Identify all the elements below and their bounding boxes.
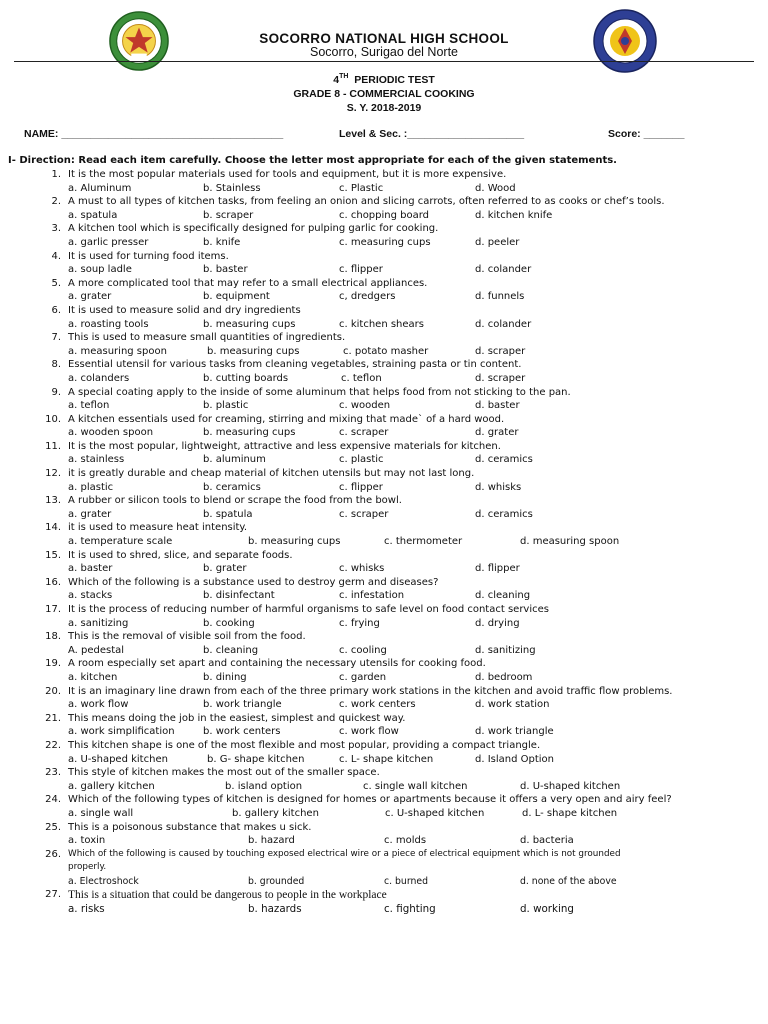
question-item [0, 521, 768, 535]
answer-choice[interactable]: c. flipper [339, 481, 383, 493]
question-text: This is used to measure small quantities of ingredients. [68, 332, 346, 344]
question-text: it is greatly durable and cheap material of kitchen utensils but may not last long. [68, 468, 475, 480]
answer-choice[interactable]: d. grater [475, 427, 519, 439]
answer-choice[interactable]: a. plastic [68, 481, 114, 493]
answer-choice[interactable]: d. flipper [475, 563, 520, 575]
test-title-number: 4 [333, 74, 340, 86]
answer-choice[interactable]: a. single wall [68, 807, 134, 819]
question-text: This is a poisonous substance that makes u sick. [68, 821, 312, 833]
answer-choices [0, 453, 768, 467]
answer-choice[interactable]: b. work triangle [203, 699, 282, 711]
question-number: 27. [45, 889, 61, 901]
answer-choices [0, 345, 768, 359]
question-number: 16. [45, 576, 61, 588]
answer-choices [0, 481, 768, 495]
answer-choice[interactable]: c. infestation [339, 590, 405, 602]
answer-choices [0, 209, 768, 223]
answer-choice[interactable]: d. bedroom [475, 671, 533, 683]
answer-choices [0, 263, 768, 277]
answer-choice[interactable]: c. kitchen shears [339, 318, 424, 330]
answer-choice[interactable]: c. burned [384, 875, 428, 887]
answer-choice[interactable]: a. grater [68, 508, 112, 520]
test-title [0, 73, 768, 86]
answer-choices [0, 372, 768, 386]
grade-subject: GRADE 8 - COMMERCIAL COOKING [293, 88, 475, 100]
answer-choice[interactable]: d. drying [475, 617, 520, 629]
question-number: 25. [45, 821, 61, 833]
answer-choice[interactable]: a. sanitizing [68, 617, 129, 629]
answer-choice[interactable]: d. ceramics [475, 508, 533, 520]
answer-choice[interactable]: c. L- shape kitchen [339, 753, 434, 765]
question-number: 7. [51, 332, 61, 344]
test-title-text: PERIODIC TEST [354, 74, 435, 86]
answer-choice[interactable]: c. work centers [339, 699, 416, 711]
question-text: This kitchen shape is one of the most flexible and most popular, providing a compact triangle. [68, 739, 541, 751]
answer-choice[interactable]: c. frying [339, 617, 380, 629]
answer-choice[interactable]: c. potato masher [343, 345, 429, 357]
answer-choice[interactable]: c. thermometer [384, 536, 463, 548]
question-item [0, 250, 768, 264]
answer-choice[interactable]: a. temperature scale [68, 536, 173, 548]
answer-choice[interactable]: c. flipper [339, 264, 383, 276]
question-text: This is the removal of visible soil from the food. [68, 631, 306, 643]
question-item [0, 848, 768, 862]
answer-choice[interactable]: b. measuring cups [248, 536, 341, 548]
question-text: It is an imaginary line drawn from each of the three primary work stations in the kitchen and avoid traffic flow problems. [68, 685, 673, 697]
answer-choices [0, 562, 768, 576]
answer-choice[interactable]: b. disinfectant [203, 590, 275, 602]
answer-choice[interactable]: a. teflon [68, 400, 110, 412]
answer-choice[interactable]: b. aluminum [203, 454, 266, 466]
question-number: 11. [45, 440, 61, 452]
score-field[interactable]: Score: _______ [608, 128, 685, 140]
question-text: This style of kitchen makes the most out of the smaller space. [68, 767, 380, 779]
question-item [0, 195, 768, 209]
answer-choice[interactable]: c. single wall kitchen [363, 780, 468, 792]
question-text: A special coating apply to the inside of some aluminum that helps food from not sticking to the pan. [68, 386, 571, 398]
answer-choice[interactable]: d. whisks [475, 481, 522, 493]
question-text: Which of the following is caused by touching exposed electrical wire or a piece of electrical equipment which is not grounded [68, 848, 621, 859]
answer-choice[interactable]: b. measuring cups [203, 318, 296, 330]
answer-choice[interactable]: a. garlic presser [68, 236, 149, 248]
question-text: It is the most popular, lightweight, attractive and less expensive materials for kitchen. [68, 440, 501, 452]
question-text: Which of the following types of kitchen is designed for homes or apartments because it offers a very open and airy feel? [68, 794, 672, 806]
direction-text: I- Direction: Read each item carefully. Choose the letter most appropriate for each of the given statements. [8, 155, 617, 166]
answer-choice[interactable]: c. measuring cups [339, 236, 431, 248]
answer-choice[interactable]: c. U-shaped kitchen [385, 807, 485, 819]
question-number: 26. [45, 848, 61, 860]
answer-choice[interactable]: b. knife [203, 236, 241, 248]
answer-choice[interactable]: d. peeler [475, 236, 520, 248]
answer-choice[interactable]: d. cleaning [475, 590, 531, 602]
question-item [0, 712, 768, 726]
answer-choice[interactable]: a. work flow [68, 699, 129, 711]
question-item [0, 168, 768, 182]
answer-choice[interactable]: c, dredgers [339, 291, 396, 303]
answer-choice[interactable]: a. toxin [68, 835, 106, 847]
answer-choices [0, 807, 768, 821]
question-item [0, 888, 768, 902]
answer-choice[interactable]: b. island option [225, 780, 303, 792]
answer-choice[interactable]: b. measuring cups [203, 427, 296, 439]
answer-choice[interactable]: b. baster [203, 264, 248, 276]
answer-choice[interactable]: b. work centers [203, 726, 281, 738]
question-text: It is the process of reducing number of harmful organisms to safe level on food contact services [68, 604, 549, 615]
question-item [0, 630, 768, 644]
answer-choice[interactable]: d. work station [475, 699, 550, 711]
answer-choice[interactable]: a. soup ladle [68, 264, 132, 276]
answer-choice[interactable]: d. Island Option [475, 753, 555, 765]
answer-choices [0, 725, 768, 739]
answer-choices [0, 834, 768, 848]
answer-choice[interactable]: c. wooden [339, 400, 391, 412]
answer-choice[interactable]: b. plastic [203, 400, 249, 412]
question-number: 13. [45, 495, 61, 507]
answer-choice[interactable]: a. risks [68, 903, 105, 916]
question-number: 6. [51, 304, 61, 316]
answer-choice[interactable]: b. grounded [248, 875, 305, 887]
question-item [0, 821, 768, 835]
answer-choice[interactable]: b. scraper [203, 209, 254, 221]
answer-choice[interactable]: a. grater [68, 291, 112, 303]
answer-choice[interactable]: d. funnels [475, 291, 525, 303]
question-text: A kitchen essentials used for creaming, stirring and mixing that made` of a hard wood. [68, 413, 505, 425]
question-number: 10. [45, 413, 61, 425]
answer-choice[interactable]: b. Stainless [203, 182, 261, 194]
answer-choices [0, 589, 768, 603]
question-text: It is used for turning food items. [68, 250, 229, 262]
question-item [0, 413, 768, 427]
answer-choice[interactable]: b. cooking [203, 617, 255, 629]
answer-choice[interactable]: b. G- shape kitchen [207, 753, 305, 765]
answer-choice[interactable]: a. wooden spoon [68, 427, 154, 439]
school-year: S. Y. 2018-2019 [346, 102, 422, 114]
answer-choices [0, 875, 768, 889]
question-text: A room especially set apart and containing the necessary utensils for cooking food. [68, 658, 486, 670]
question-number: 24. [45, 794, 61, 806]
answer-choice[interactable]: c. molds [384, 835, 427, 847]
answer-choice[interactable]: d. L- shape kitchen [522, 807, 618, 819]
question-number: 2. [51, 196, 61, 208]
question-text-continued-line: properly. [68, 862, 107, 873]
answer-choice[interactable]: d. work triangle [475, 726, 554, 738]
answer-choice[interactable]: c. scraper [339, 427, 389, 439]
question-item [0, 494, 768, 508]
question-text-continued [0, 861, 768, 875]
level-section-field[interactable]: Level & Sec. :____________________ [339, 128, 525, 140]
answer-choice[interactable]: c. plastic [339, 454, 384, 466]
answer-choice[interactable]: a. Electroshock [68, 875, 139, 887]
answer-choice[interactable]: d. sanitizing [475, 644, 536, 656]
answer-choice[interactable]: d. bacteria [520, 835, 574, 847]
answer-choice[interactable]: b. equipment [203, 291, 270, 303]
answer-choice[interactable]: d. Wood [475, 182, 516, 194]
question-number: 17. [45, 604, 61, 615]
question-text: This means doing the job in the easiest, simplest and quickest way. [68, 712, 406, 724]
answer-choices [0, 671, 768, 685]
question-text: Essential utensil for various tasks from cleaning vegetables, straining pasta or tin content. [68, 359, 522, 371]
question-item [0, 576, 768, 590]
school-address: Socorro, Surigao del Norte [310, 45, 458, 59]
question-item [0, 440, 768, 454]
question-number: 12. [45, 468, 61, 480]
answer-choices [0, 290, 768, 304]
answer-choice[interactable]: b. spatula [203, 508, 253, 520]
question-number: 1. [51, 169, 61, 180]
question-number: 5. [51, 277, 61, 289]
question-text: It is used to measure solid and dry ingredients [68, 304, 301, 316]
question-item [0, 657, 768, 671]
answer-choices [0, 698, 768, 712]
answer-choice[interactable]: b. measuring cups [207, 345, 300, 357]
answer-choice[interactable]: b. ceramics [203, 481, 261, 493]
answer-choice[interactable]: c. cooling [339, 644, 387, 656]
answer-choice[interactable]: d. scraper [475, 345, 526, 357]
question-number: 3. [51, 223, 61, 235]
question-item [0, 386, 768, 400]
answer-choice[interactable]: a. roasting tools [68, 318, 149, 330]
answer-choice[interactable]: a. colanders [68, 372, 130, 384]
question-text: it is used to measure heat intensity. [68, 522, 248, 534]
question-item [0, 739, 768, 753]
answer-choice[interactable]: a. work simplification [68, 726, 175, 738]
answer-choice[interactable]: b. cutting boards [203, 372, 289, 384]
answer-choice[interactable]: c. scraper [339, 508, 389, 520]
answer-choice[interactable]: c. garden [339, 671, 387, 683]
answer-choices [0, 535, 768, 549]
header-divider [14, 61, 754, 62]
question-text: Which of the following is a substance used to destroy germ and diseases? [68, 576, 439, 588]
answer-choice[interactable]: A. pedestal [68, 644, 125, 656]
question-list [0, 168, 768, 917]
answer-choice[interactable]: b. grater [203, 563, 247, 575]
question-text: A more complicated tool that may refer to a small electrical appliances. [68, 277, 428, 289]
question-text: This is a situation that could be dangerous to people in the workplace [68, 889, 387, 902]
answer-choice[interactable]: a. stainless [68, 454, 125, 466]
question-item [0, 467, 768, 481]
question-number: 8. [51, 359, 61, 371]
answer-choice[interactable]: a. Aluminum [68, 182, 132, 194]
question-text: A kitchen tool which is specifically designed for pulping garlic for cooking. [68, 223, 439, 235]
answer-choice[interactable]: c. fighting [384, 903, 436, 916]
answer-choice[interactable]: a. measuring spoon [68, 345, 167, 357]
question-item [0, 331, 768, 345]
answer-choice[interactable]: c. teflon [341, 372, 382, 384]
answer-choice[interactable]: c. chopping board [339, 209, 430, 221]
answer-choice[interactable]: d. scraper [475, 372, 526, 384]
answer-choice[interactable]: d. colander [475, 264, 532, 276]
question-text: It is the most popular materials used for tools and equipment, but it is more expensive. [68, 169, 507, 180]
question-item [0, 793, 768, 807]
answer-choice[interactable]: d. measuring spoon [520, 536, 620, 548]
answer-choice[interactable]: a. spatula [68, 209, 118, 221]
question-number: 15. [45, 549, 61, 561]
answer-choices [0, 780, 768, 794]
question-item [0, 304, 768, 318]
answer-choice[interactable]: b. hazards [248, 903, 302, 916]
question-item [0, 603, 768, 617]
question-item [0, 358, 768, 372]
answer-choice[interactable]: c. work flow [339, 726, 399, 738]
question-number: 4. [51, 250, 61, 262]
answer-choice[interactable]: b. hazard [248, 835, 295, 847]
answer-choices [0, 617, 768, 631]
answer-choices [0, 182, 768, 196]
name-field[interactable]: NAME: ______________________________________ [24, 128, 284, 140]
answer-choices [0, 236, 768, 250]
answer-choice[interactable]: c. whisks [339, 563, 385, 575]
answer-choice[interactable]: a. U-shaped kitchen [68, 753, 168, 765]
test-title-ordinal: TH [339, 73, 349, 80]
question-number: 18. [45, 631, 61, 643]
answer-choices [0, 318, 768, 332]
answer-choice[interactable]: c. Plastic [339, 182, 384, 194]
answer-choices [0, 644, 768, 658]
question-number: 20. [45, 685, 61, 697]
question-number: 23. [45, 767, 61, 779]
answer-choice[interactable]: a. kitchen [68, 671, 118, 683]
answer-choice[interactable]: b. cleaning [203, 644, 259, 656]
question-number: 19. [45, 658, 61, 670]
question-item [0, 766, 768, 780]
question-item [0, 277, 768, 291]
answer-choice[interactable]: d. baster [475, 400, 520, 412]
question-text: It is used to shred, slice, and separate foods. [68, 549, 293, 561]
question-number: 22. [45, 739, 61, 751]
answer-choice[interactable]: a. gallery kitchen [68, 780, 155, 792]
answer-choice[interactable]: d. ceramics [475, 454, 533, 466]
question-text: A must to all types of kitchen tasks, from feeling an onion and slicing carrots, often referred to as cooks or chef’s tools. [68, 196, 665, 208]
question-item [0, 685, 768, 699]
question-number: 14. [45, 522, 61, 534]
school-name: SOCORRO NATIONAL HIGH SCHOOL [259, 31, 509, 46]
answer-choice[interactable]: b. gallery kitchen [232, 807, 319, 819]
answer-choice[interactable]: d. colander [475, 318, 532, 330]
question-number: 9. [51, 386, 61, 398]
answer-choices [0, 399, 768, 413]
answer-choices [0, 753, 768, 767]
answer-choices [0, 902, 768, 917]
answer-choice[interactable]: b. dining [203, 671, 247, 683]
question-item [0, 222, 768, 236]
answer-choice[interactable]: a. baster [68, 563, 113, 575]
question-item [0, 549, 768, 563]
answer-choice[interactable]: d. U-shaped kitchen [520, 780, 621, 792]
answer-choice[interactable]: a. stacks [68, 590, 113, 602]
question-number: 21. [45, 712, 61, 724]
answer-choice[interactable]: d. none of the above [520, 875, 617, 887]
answer-choice[interactable]: d. kitchen knife [475, 209, 553, 221]
answer-choices [0, 426, 768, 440]
question-text: A rubber or silicon tools to blend or scrape the food from the bowl. [68, 495, 402, 507]
answer-choice[interactable]: d. working [520, 903, 574, 916]
answer-choices [0, 508, 768, 522]
